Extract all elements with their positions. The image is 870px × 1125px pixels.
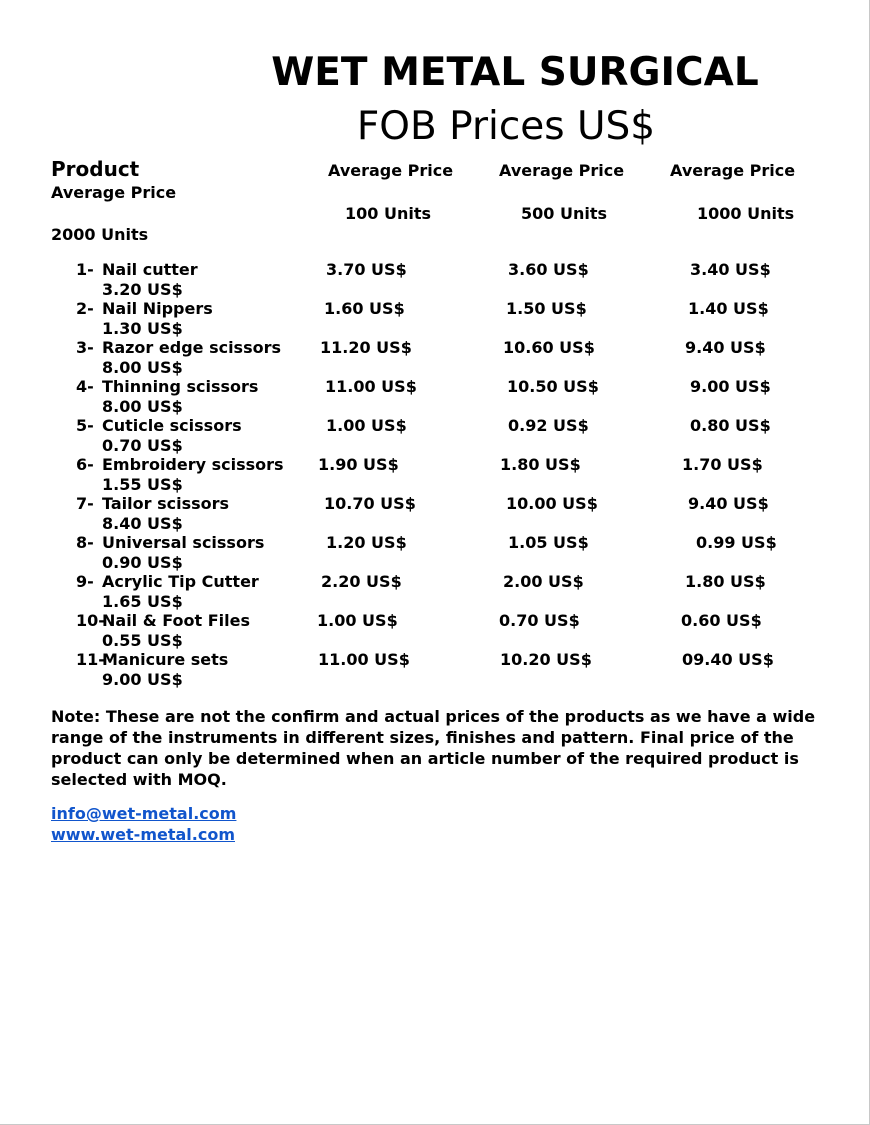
- price-500: 10.00 US$: [506, 494, 598, 513]
- price-2000: 1.55 US$: [102, 475, 183, 494]
- price-2000: 8.00 US$: [102, 397, 183, 416]
- product-name: Acrylic Tip Cutter: [102, 572, 259, 591]
- price-500: 10.60 US$: [503, 338, 595, 357]
- price-1000: 0.60 US$: [681, 611, 762, 630]
- product-number: 4-: [76, 377, 94, 396]
- website-link[interactable]: www.wet-metal.com: [51, 825, 235, 844]
- price-2000: 0.55 US$: [102, 631, 183, 650]
- product-name: Razor edge scissors: [102, 338, 282, 357]
- company-title: WET METAL SURGICAL: [271, 50, 759, 95]
- avg-price-header-100: Average Price: [328, 161, 454, 180]
- price-1000: 0.99 US$: [696, 533, 777, 552]
- price-2000: 8.00 US$: [102, 358, 183, 377]
- price-1000: 1.70 US$: [682, 455, 763, 474]
- price-2000: 0.70 US$: [102, 436, 183, 455]
- price-2000: 1.65 US$: [102, 592, 183, 611]
- page-subtitle: FOB Prices US$: [356, 104, 656, 149]
- product-row: [0, 455, 870, 495]
- price-500: 3.60 US$: [508, 260, 589, 279]
- product-number: 7-: [76, 494, 94, 513]
- product-row: [0, 416, 870, 456]
- price-100: 3.70 US$: [326, 260, 407, 279]
- product-name: Embroidery scissors: [102, 455, 284, 474]
- price-500: 1.50 US$: [506, 299, 587, 318]
- price-100: 10.70 US$: [324, 494, 416, 513]
- price-500: 10.20 US$: [500, 650, 592, 669]
- product-name: Nail cutter: [102, 260, 198, 279]
- product-number: 1-: [76, 260, 94, 279]
- email-link[interactable]: info@wet-metal.com: [51, 804, 237, 823]
- price-100: 1.90 US$: [318, 455, 399, 474]
- price-100: 1.00 US$: [317, 611, 398, 630]
- product-row: [0, 299, 870, 339]
- product-number: 8-: [76, 533, 94, 552]
- price-1000: 1.40 US$: [688, 299, 769, 318]
- price-500: 0.92 US$: [508, 416, 589, 435]
- qty-header-1000: 1000 Units: [697, 204, 795, 223]
- product-name: Thinning scissors: [102, 377, 259, 396]
- price-1000: 9.00 US$: [690, 377, 771, 396]
- product-number: 5-: [76, 416, 94, 435]
- product-column-header: Product: [51, 157, 140, 181]
- price-1000: 1.80 US$: [685, 572, 766, 591]
- price-1000: 3.40 US$: [690, 260, 771, 279]
- product-number: 6-: [76, 455, 94, 474]
- product-name: Nail Nippers: [102, 299, 213, 318]
- avg-price-header-1000: Average Price: [670, 161, 796, 180]
- price-100: 11.00 US$: [325, 377, 417, 396]
- product-name: Tailor scissors: [102, 494, 230, 513]
- product-number: 9-: [76, 572, 94, 591]
- price-500: 1.80 US$: [500, 455, 581, 474]
- price-100: 11.00 US$: [318, 650, 410, 669]
- avg-price-header-2000: Average Price: [51, 183, 177, 202]
- price-500: 1.05 US$: [508, 533, 589, 552]
- price-disclaimer-note: Note: These are not the confirm and actual prices of the products as we have a wide range of the instruments in different sizes, finishes and pattern. Final price of the product can only be determined when an article number of the required product is selected with MOQ.: [51, 707, 816, 789]
- price-1000: 9.40 US$: [685, 338, 766, 357]
- price-1000: 09.40 US$: [682, 650, 774, 669]
- product-name: Manicure sets: [102, 650, 229, 669]
- qty-header-2000: 2000 Units: [51, 225, 149, 244]
- avg-price-header-500: Average Price: [499, 161, 625, 180]
- product-row: [0, 377, 870, 417]
- qty-header-100: 100 Units: [345, 204, 432, 223]
- product-name: Universal scissors: [102, 533, 265, 552]
- price-2000: 3.20 US$: [102, 280, 183, 299]
- product-name: Cuticle scissors: [102, 416, 242, 435]
- product-row: [0, 611, 870, 651]
- price-100: 2.20 US$: [321, 572, 402, 591]
- price-2000: 0.90 US$: [102, 553, 183, 572]
- price-2000: 1.30 US$: [102, 319, 183, 338]
- price-500: 0.70 US$: [499, 611, 580, 630]
- price-100: 1.00 US$: [326, 416, 407, 435]
- product-row: [0, 260, 870, 300]
- product-row: [0, 533, 870, 573]
- qty-header-500: 500 Units: [521, 204, 608, 223]
- product-row: [0, 338, 870, 378]
- product-name: Nail & Foot Files: [102, 611, 251, 630]
- product-number: 2-: [76, 299, 94, 318]
- price-1000: 9.40 US$: [688, 494, 769, 513]
- price-100: 1.60 US$: [324, 299, 405, 318]
- price-100: 11.20 US$: [320, 338, 412, 357]
- price-500: 10.50 US$: [507, 377, 599, 396]
- price-1000: 0.80 US$: [690, 416, 771, 435]
- product-row: [0, 572, 870, 612]
- product-number: 11-: [76, 650, 105, 669]
- product-row: [0, 650, 870, 690]
- product-number: 10-: [76, 611, 105, 630]
- price-100: 1.20 US$: [326, 533, 407, 552]
- product-number: 3-: [76, 338, 94, 357]
- price-2000: 8.40 US$: [102, 514, 183, 533]
- product-row: [0, 494, 870, 534]
- price-500: 2.00 US$: [503, 572, 584, 591]
- price-2000: 9.00 US$: [102, 670, 183, 689]
